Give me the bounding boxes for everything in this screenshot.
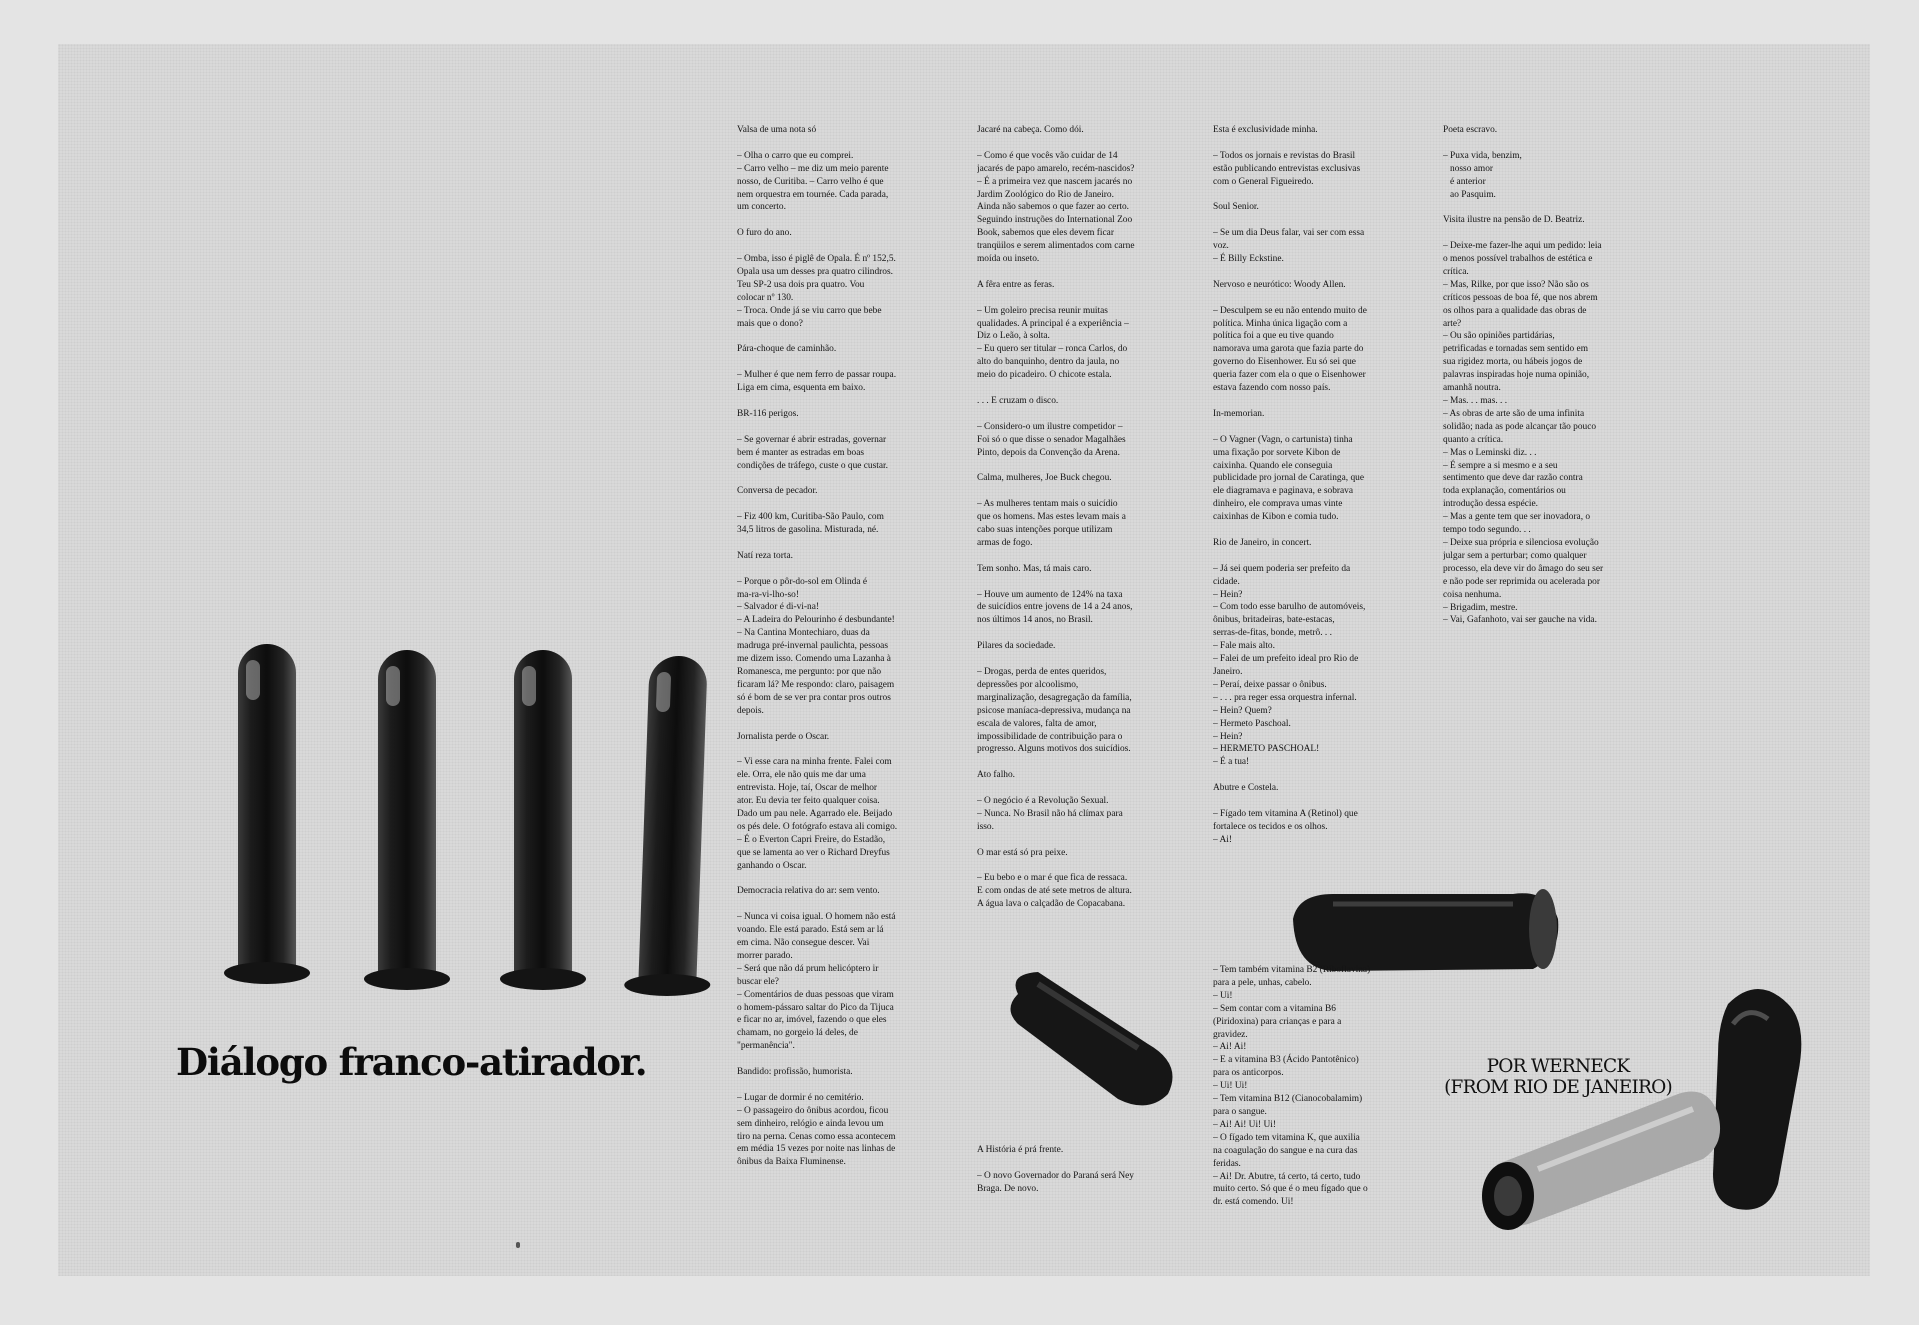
text-line: – É sempre a si mesmo e a seu (1443, 460, 1558, 471)
text-line: voando. Ele está parado. Está sem ar lá (737, 925, 884, 936)
text-line: – Deixe sua própria e silenciosa evolução (1443, 537, 1599, 548)
text-line: ganhando o Oscar. (737, 860, 807, 871)
bullets-illustration (188, 644, 748, 1024)
text-line: – Nunca. No Brasil não há clímax para (977, 808, 1123, 819)
text-line: – Mas a gente tem que ser inovadora, o (1443, 512, 1591, 523)
text-line: quanto a crítica. (1443, 434, 1504, 445)
section-heading: Ato falho. (977, 770, 1016, 781)
text-line: – Fale mais alto. (1213, 641, 1275, 652)
spacer (737, 1079, 943, 1092)
text-line: – Na Cantina Montechiaro, duas da (737, 628, 870, 639)
text-line: para o sangue. (1213, 1106, 1267, 1117)
section-heading: Jornalista perde o Oscar. (737, 731, 830, 742)
text-line: psicose maníaca-depressiva, mudança na (977, 705, 1131, 716)
text-line: – Comentários de duas pessoas que viram (737, 989, 894, 1000)
text-line: nos últimos 14 anos, no Brasil. (977, 615, 1093, 626)
text-line: – Omba, isso é piglê de Opala. É nº 152,5. (737, 254, 896, 265)
text-line: – Hermeto Paschoal. (1213, 718, 1291, 729)
text-line: armas de fogo. (977, 537, 1033, 548)
spacer (737, 563, 943, 576)
section-heading: Tem sonho. Mas, tá mais caro. (977, 563, 1092, 574)
text-line: uma fixação por sorvete Kibon de (1213, 447, 1341, 458)
section-heading: Pilares da sociedade. (977, 641, 1056, 652)
text-line: – Drogas, perda de entes queridos, (977, 666, 1107, 677)
bullet-1 (238, 644, 296, 974)
spacer (1443, 137, 1649, 150)
text-line: isso. (977, 821, 994, 832)
text-line: caixinha. Quando ele conseguia (1213, 460, 1333, 471)
text-line: estão publicando entrevistas exclusivas (1213, 163, 1361, 174)
text-line: o homem-pássaro saltar do Pico da Tijuca (737, 1002, 894, 1013)
byline-line-2: (FROM RIO DE JANEIRO) (1444, 1077, 1672, 1098)
spacer (1213, 292, 1419, 305)
text-line: – Brigadim, mestre. (1443, 602, 1518, 613)
text-line: – Lugar de dormir é no cemitério. (737, 1092, 864, 1103)
text-line: bem é manter as estradas em boas (737, 447, 865, 458)
text-line: coisa nenhuma. (1443, 589, 1502, 600)
bullet-lying-1 (998, 964, 1198, 1114)
article-section (1213, 201, 1419, 266)
text-line: chamam, no gorgeio lá deles, de (737, 1028, 858, 1039)
text-line: sem dinheiro, relógio e ainda levou um (737, 1118, 884, 1129)
text-line: para a pele, unhas, cabelo. (1213, 977, 1312, 988)
text-line: na coagulação do sangue e na cura das (1213, 1145, 1358, 1156)
article-section (977, 563, 1183, 628)
section-heading: . . . E cruzam o disco. (977, 396, 1059, 406)
spacer (977, 576, 1183, 589)
article-section (977, 769, 1183, 834)
newspaper-spread (58, 44, 1870, 1276)
text-line: – É a tua! (1213, 757, 1250, 768)
spacer (737, 240, 943, 253)
text-line: queria fazer com ela o que o Eisenhower (1213, 370, 1366, 381)
text-line: – Ai! Ai! Ui! Ui! (1213, 1119, 1277, 1130)
text-line: – Eu bebo e o mar é que fica de ressaca. (977, 873, 1128, 884)
text-line: me dizem isso. Comendo uma Lazanha à (737, 654, 891, 665)
spacer (977, 137, 1183, 150)
text-line: – Mulher é que nem ferro de passar roupa. (737, 370, 897, 381)
text-line: condições de tráfego, custe o que custar. (737, 460, 888, 471)
text-line: – As obras de arte são de uma infinita (1443, 408, 1585, 419)
section-heading: BR-116 perigos. (737, 408, 799, 419)
text-line: julgar sem a perturbar; como qualquer (1443, 550, 1587, 561)
text-line: voz. (1213, 241, 1229, 252)
text-line: – Com todo esse barulho de automóveis, (1213, 602, 1366, 613)
article-section (737, 227, 943, 330)
text-line: ao Pasquim. (1443, 189, 1496, 200)
text-line: – Porque o pôr-do-sol em Olinda é (737, 576, 867, 587)
bullet-2 (378, 650, 436, 980)
section-heading: O furo do ano. (737, 228, 792, 239)
text-line: Dado um pau nele. Agarrado ele. Beijado (737, 808, 893, 819)
text-line: – Fígado tem vitamina A (Retinol) que (1213, 808, 1358, 819)
spacer (1213, 421, 1419, 434)
text-line: namorava uma garota que fazia parte do (1213, 344, 1364, 355)
text-line: – Ui! Ui! (1213, 1081, 1248, 1092)
text-line: jacarés de papo amarelo, recém-nascidos? (977, 163, 1135, 174)
text-line: ator. Eu devia ter feito qualquer coisa. (737, 796, 880, 807)
section-heading: Rio de Janeiro, in concert. (1213, 537, 1312, 548)
print-speck (516, 1242, 520, 1248)
article-section (977, 124, 1183, 266)
text-line: nem orquestra em tournée. Cada parada, (737, 189, 889, 200)
text-line: colocar nº 130. (737, 292, 794, 303)
spacer (1213, 214, 1419, 227)
text-line: – Vi esse cara na minha frente. Falei com (737, 757, 892, 768)
spacer (1213, 795, 1419, 808)
text-line: – Houve um aumento de 124% na taxa (977, 589, 1123, 600)
bullet-4 (638, 656, 708, 986)
text-column-2-continued (977, 1144, 1183, 1244)
spacer (977, 1157, 1183, 1170)
spacer (737, 356, 943, 369)
text-line: qualidades. A principal é a experiência – (977, 318, 1129, 329)
article-section (737, 885, 943, 1053)
spacer (977, 292, 1183, 305)
text-line: – Hein? Quem? (1213, 705, 1272, 716)
text-line: "permanência". (737, 1041, 795, 1052)
text-line: mais que o dono? (737, 318, 803, 329)
text-line: política foi a que eu tive quando (1213, 331, 1334, 342)
text-line: E com ondas de até sete metros de altura. (977, 886, 1132, 897)
text-line: – Se um dia Deus falar, vai ser com essa (1213, 228, 1365, 239)
text-line: – Já sei quem poderia ser prefeito da (1213, 563, 1351, 574)
text-line: Seguindo instruções do International Zoo (977, 215, 1133, 226)
text-line: – Mas. . . mas. . . (1443, 396, 1508, 407)
section-heading: Nervoso e neurótico: Woody Allen. (1213, 279, 1346, 290)
text-line: toda explanação, comentários ou (1443, 486, 1566, 497)
section-heading: Soul Senior. (1213, 202, 1259, 213)
text-line: muito certo. Só que é o meu fígado que o (1213, 1184, 1368, 1195)
article-section (737, 550, 943, 718)
text-line: – Ai! Dr. Abutre, tá certo, tá certo, tudo (1213, 1171, 1361, 1182)
text-line: entrevista. Hoje, taí, Oscar de melhor (737, 783, 878, 794)
text-line: marginalização, desagregação da família, (977, 692, 1132, 703)
text-line: progresso. Alguns motivos dos suicídios. (977, 744, 1131, 755)
spacer (737, 898, 943, 911)
text-line: – O negócio é a Revolução Sexual. (977, 796, 1109, 807)
spacer (737, 421, 943, 434)
text-line: madruga pré-invernal paulichta, pessoas (737, 641, 888, 652)
text-line: – Carro velho – me diz um meio parente (737, 163, 889, 174)
text-line: tiro na perna. Cenas como essa acontecem (737, 1131, 896, 1142)
text-line: ônibus, britadeiras, bate-estacas, (1213, 615, 1335, 626)
text-line: – O novo Governador do Paraná será Ney (977, 1170, 1134, 1181)
article-section (977, 279, 1183, 382)
text-line: petrificadas e tornadas sem sentido em (1443, 344, 1589, 355)
text-line: escala de valores, falta de amor, (977, 718, 1097, 729)
text-line: – Mas o Leminski diz. . . (1443, 447, 1537, 458)
text-line: os pés dele. O fotógrafo estava ali comigo. (737, 821, 898, 832)
spacer (1443, 227, 1649, 240)
text-line: – HERMETO PASCHOAL! (1213, 744, 1320, 755)
text-line: – Salvador é di-vi-na! (737, 602, 820, 613)
article-section (1443, 214, 1649, 627)
text-line: com o General Figueiredo. (1213, 176, 1314, 187)
text-line: ônibus da Baixa Fluminense. (737, 1157, 846, 1168)
spacer (737, 743, 943, 756)
text-line: – Se governar é abrir estradas, governar (737, 434, 887, 445)
headline: Diálogo franco-atirador. (176, 1040, 647, 1084)
spacer (977, 485, 1183, 498)
article-section (737, 408, 943, 473)
text-line: – O passageiro do ônibus acordou, ficou (737, 1105, 889, 1116)
text-line: – E a vitamina B3 (Ácido Pantotênico) (1213, 1055, 1359, 1066)
article-section (1213, 537, 1419, 769)
section-heading: Valsa de uma nota só (737, 125, 817, 135)
section-heading: Abutre e Costela. (1213, 783, 1279, 794)
text-line: solidão; nada as pode alcançar tão pouco (1443, 421, 1597, 432)
text-line: Book, sabemos que eles devem ficar (977, 228, 1114, 239)
text-line: depressões por alcoolismo, (977, 679, 1079, 690)
text-line: governo do Eisenhower. Eu só sei que (1213, 357, 1356, 368)
text-line: – Considero-o um ilustre competidor – (977, 421, 1123, 432)
article-section (737, 731, 943, 873)
text-line: Braga. De novo. (977, 1183, 1039, 1194)
text-line: em média 15 vezes por noite nas linhas de (737, 1144, 896, 1155)
text-line: sua rigidez morta, ou hábeis jogos de (1443, 357, 1583, 368)
text-line: A água lava o calçadão de Copacabana. (977, 899, 1126, 910)
text-line: Opala usa um desses pra quatro cilindros. (737, 266, 893, 277)
text-line: – Fiz 400 km, Curitiba-São Paulo, com (737, 512, 884, 523)
article-section (1213, 279, 1419, 395)
text-line: Jardim Zoológico do Rio de Janeiro. (977, 189, 1114, 200)
text-line: – Puxa vida, benzim, (1443, 150, 1522, 161)
text-line: – Ai! (1213, 834, 1233, 845)
article-section (977, 395, 1183, 460)
text-line: processo, ela deve vir do âmago do seu ser (1443, 563, 1604, 574)
text-line: fortalece os tecidos e os olhos. (1213, 821, 1328, 832)
text-line: que os homens. Mas estes levam mais a (977, 512, 1126, 523)
text-line: para os anticorpos. (1213, 1068, 1284, 1079)
text-line: o menos possível trabalhos de estética e (1443, 254, 1593, 265)
spacer (977, 408, 1183, 421)
text-line: só é bom de se ver pra contar pros outros (737, 692, 891, 703)
article-section (977, 640, 1183, 756)
text-line: (Piridoxina) para crianças e para a (1213, 1016, 1342, 1027)
text-line: – Um goleiro precisa reunir muitas (977, 305, 1108, 316)
text-line: buscar ele? (737, 976, 779, 987)
section-heading: Conversa de pecador. (737, 486, 818, 497)
text-line: cidade. (1213, 576, 1240, 587)
section-heading: In-memorian. (1213, 408, 1265, 419)
text-line: estava fazendo com nosso país. (1213, 383, 1331, 394)
spacer (977, 860, 1183, 873)
text-line: ma-ra-vi-lho-so! (737, 589, 799, 600)
section-heading: A História é prá frente. (977, 1145, 1064, 1155)
text-line: – As mulheres tentam mais o suicídio (977, 499, 1118, 510)
text-line: nosso amor (1443, 163, 1493, 174)
text-line: impossibilidade de contribuição para o (977, 731, 1123, 742)
text-line: ficaram lá? Me respondo: claro, paisagem (737, 679, 895, 690)
text-line: – Tem também vitamina B2 (Riboflavina) (1213, 965, 1371, 975)
text-line: introdução dessa espécie. (1443, 499, 1539, 510)
text-line: Liga em cima, esquenta em baixo. (737, 383, 866, 394)
text-line: 34,5 litros de gasolina. Misturada, né. (737, 525, 879, 536)
text-line: – É Billy Eckstine. (1213, 254, 1284, 265)
spacer (737, 498, 943, 511)
text-line: Romanesca, me pergunto: por que não (737, 666, 882, 677)
text-line: – Falei de um prefeito ideal pro Rio de (1213, 654, 1359, 665)
article-section (737, 343, 943, 395)
text-line: ele diagramava e paginava, e sobrava (1213, 486, 1354, 497)
text-line: – O Vagner (Vagn, o cartunista) tinha (1213, 434, 1353, 445)
section-heading: Democracia relativa do ar: sem vento. (737, 886, 880, 897)
text-line: moída ou inseto. (977, 254, 1040, 265)
text-line: – Desculpem se eu não entendo muito de (1213, 305, 1367, 316)
text-line: arte? (1443, 318, 1462, 329)
byline-line-1: POR WERNECK (1486, 1056, 1630, 1077)
text-line: – Hein? (1213, 731, 1243, 742)
text-line: – Todos os jornais e revistas do Brasil (1213, 150, 1356, 161)
bullet-and-casing (1478, 964, 1818, 1254)
section-heading: Natí reza torta. (737, 550, 793, 561)
section-heading: Pára-choque de caminhão. (737, 344, 837, 355)
spacer (977, 653, 1183, 666)
spacer (737, 137, 943, 150)
text-line: – É o Everton Capri Freire, do Estadão, (737, 834, 886, 845)
text-line: – Sem contar com a vitamina B6 (1213, 1003, 1336, 1014)
text-line: um concerto. (737, 202, 786, 213)
text-line: sentimento que deve dar razão contra (1443, 473, 1583, 484)
text-line: críticos pessoas de boa fé, que nos abrem (1443, 292, 1598, 303)
text-line: Foi só o que disse o senador Magalhães (977, 434, 1126, 445)
text-column-1 (737, 124, 943, 1274)
text-line: – Olha o carro que eu comprei. (737, 150, 854, 161)
text-line: – . . . pra reger essa orquestra infernal. (1213, 692, 1357, 703)
text-line: meio do picadeiro. O chicote estala. (977, 370, 1112, 381)
text-line: gravidez. (1213, 1029, 1248, 1040)
text-line: de suicídios entre jovens de 14 a 24 anos, (977, 602, 1133, 613)
text-line: – Será que não dá prum helicóptero ir (737, 963, 879, 974)
text-line: tranqüilos e serem alimentados com carne (977, 241, 1135, 252)
text-line: Teu SP-2 usa dois pra quatro. Vou (737, 279, 865, 290)
section-heading: A fêra entre as feras. (977, 279, 1055, 290)
text-line: e ficar no ar, imóvel, fazendo o que eles (737, 1015, 887, 1026)
text-line: que se lamenta ao ver o Richard Dreyfus (737, 847, 890, 858)
article-section (977, 847, 1183, 912)
text-line: cabo suas intenções porque utilizam (977, 525, 1113, 536)
text-line: tempo todo segundo. . . (1443, 525, 1531, 536)
text-line: Diz o Leão, à solta. (977, 331, 1050, 342)
section-heading: Bandido: profissão, humorista. (737, 1067, 853, 1078)
article-section (737, 485, 943, 537)
text-line: em cima. Não consegue descer. Vai (737, 937, 870, 948)
text-line: – Tem vitamina B12 (Cianocobalamim) (1213, 1094, 1363, 1105)
text-line: política. Minha única ligação com a (1213, 318, 1348, 329)
article-section (737, 1066, 943, 1169)
text-line: – Peraí, deixe passar o ônibus. (1213, 679, 1327, 690)
text-line: morrer parado. (737, 950, 793, 961)
article-section (1213, 782, 1419, 847)
section-heading: Poeta escravo. (1443, 125, 1498, 135)
text-line: – O fígado tem vitamina K, que auxilia (1213, 1132, 1360, 1143)
text-line: – Como é que vocês vão cuidar de 14 (977, 150, 1118, 161)
text-line: – Hein? (1213, 589, 1243, 600)
text-line: e não pode ser reprimida ou acelerada por (1443, 576, 1600, 587)
text-line: amanhã noutra. (1443, 383, 1501, 394)
text-line: é anterior (1443, 176, 1486, 187)
article-section (977, 472, 1183, 549)
text-line: serras-de-fitas, bonde, metrô. . . (1213, 628, 1332, 639)
section-heading: Calma, mulheres, Joe Buck chegou. (977, 473, 1112, 484)
text-column-3-continued (1213, 964, 1419, 1284)
text-line: – Mas, Rilke, por que isso? Não são os (1443, 279, 1589, 290)
text-line: dinheiro, ele comprava umas vinte (1213, 499, 1343, 510)
text-line: caixinhas de Kibon e comia tudo. (1213, 512, 1339, 523)
article-section (1443, 124, 1649, 201)
text-line: Ainda não sabemos o que fazer ao certo. (977, 202, 1130, 213)
text-line: os olhos para a qualidade das obras de (1443, 305, 1587, 316)
text-line: – Nunca vi coisa igual. O homem não está (737, 912, 896, 923)
bullet-3 (514, 650, 572, 980)
text-line: publicidade pro jornal de Caratinga, que (1213, 473, 1364, 484)
text-line: feridas. (1213, 1158, 1241, 1169)
section-heading: Esta é exclusividade minha. (1213, 125, 1318, 135)
text-line: crítica. (1443, 266, 1469, 277)
article-section (737, 124, 943, 214)
section-heading: Visita ilustre na pensão de D. Beatriz. (1443, 215, 1585, 226)
text-line: dr. está comendo. Ui! (1213, 1197, 1294, 1208)
text-line: – Troca. Onde já se viu carro que bebe (737, 305, 882, 316)
spacer (1213, 137, 1419, 150)
section-heading: O mar está só pra peixe. (977, 847, 1068, 858)
text-line: – A Ladeira do Pelourinho é desbundante! (737, 615, 895, 626)
text-line: – É a primeira vez que nascem jacarés no (977, 176, 1133, 187)
text-line: Pinto, depois da Convenção da Arena. (977, 447, 1120, 458)
spacer (977, 782, 1183, 795)
section-heading: Jacaré na cabeça. Como dói. (977, 125, 1084, 135)
spacer (1213, 550, 1419, 563)
text-line: alto do banquinho, dentro da jaula, no (977, 357, 1120, 368)
text-line: – Deixe-me fazer-lhe aqui um pedido: leia (1443, 241, 1602, 252)
text-line: – Ui! (1213, 990, 1233, 1001)
text-line: – Eu quero ser titular – ronca Carlos, do (977, 344, 1128, 355)
article-section (1213, 408, 1419, 524)
text-line: Janeiro. (1213, 667, 1243, 677)
text-column-4 (1443, 124, 1649, 644)
text-line: palavras inspiradas hoje numa opinião, (1443, 370, 1590, 381)
article-section (1213, 124, 1419, 189)
text-line: – Ou são opiniões partidárias, (1443, 331, 1555, 342)
text-line: – Vai, Gafanhoto, vai ser gauche na vida. (1443, 615, 1597, 626)
text-line: nosso, de Curitiba. – Carro velho é que (737, 176, 884, 187)
text-line: – Ai! Ai! (1213, 1042, 1247, 1053)
text-line: depois. (737, 705, 764, 716)
text-line: ele. Orra, ele não quis me dar uma (737, 770, 866, 781)
